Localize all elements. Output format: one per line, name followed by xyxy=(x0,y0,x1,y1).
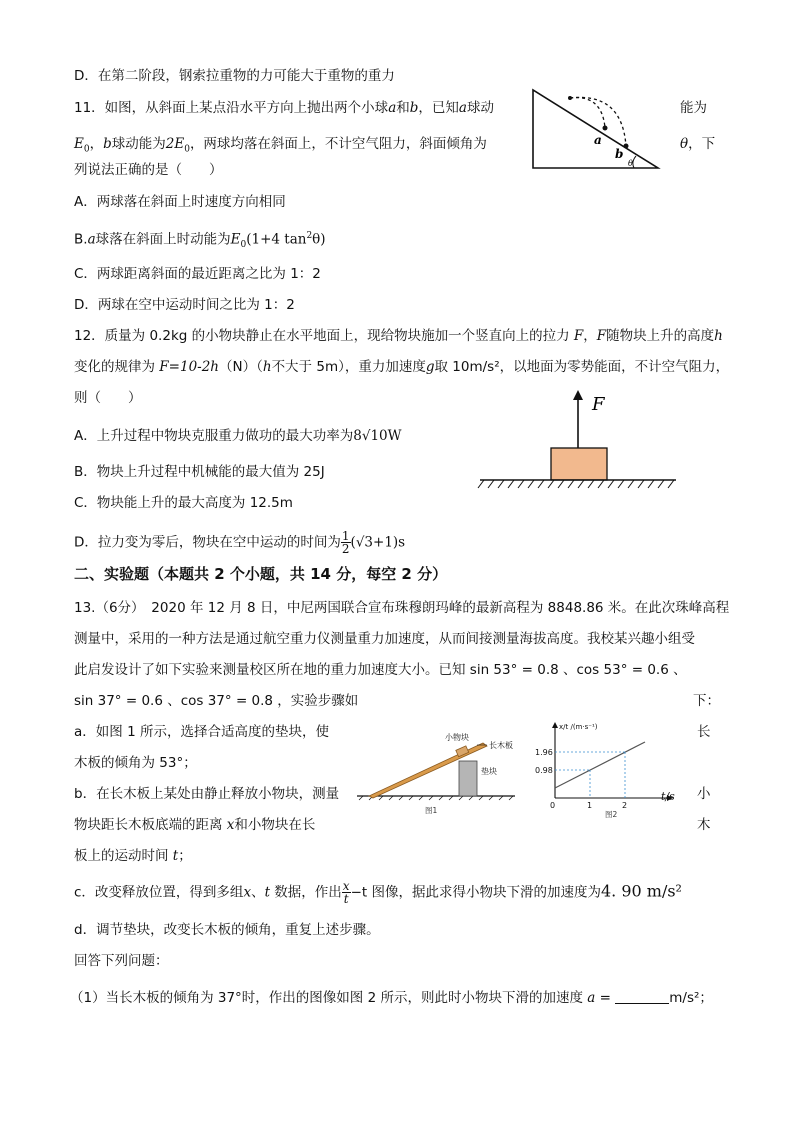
q13-step-a-right: 长 xyxy=(697,724,711,740)
q13-step-d: d．调节垫块，改变长木板的倾角，重复上述步骤。 xyxy=(74,922,380,938)
q13-step-b-line3: 板上的运动时间 t； xyxy=(74,848,192,864)
fig1-label-block: 小物块 xyxy=(445,733,469,742)
q11-line2-right: θ，下 xyxy=(680,136,716,152)
figure-2 xyxy=(535,718,685,819)
q13-line4-right: 下： xyxy=(693,693,720,709)
label-theta: θ xyxy=(628,159,633,168)
fig2-tick-196: 1.96 xyxy=(535,748,553,757)
ground-hatching xyxy=(478,480,674,488)
fig2-caption: 图2 xyxy=(605,810,618,819)
q13-line4: sin 37° = 0.6 、cos 37° = 0.8 ，实验步骤如 xyxy=(74,693,359,709)
q13-part1: （1）当长木板的倾角为 37°时，作出的图像如图 2 所示，则此时小物块下滑的加速度 a = m/s²； xyxy=(70,990,713,1006)
block xyxy=(551,448,607,480)
fig1-label-board: 长木板 xyxy=(489,741,513,750)
fig1-caption: 图1 xyxy=(425,806,438,815)
q13-ask: 回答下列问题： xyxy=(74,953,169,969)
q12-line1: 12．质量为 0.2kg 的小物块静止在水平地面上，现给物块施加一个竖直向上的拉力 F，F随物块上升的高度h xyxy=(74,328,723,344)
q11-line3: 列说法正确的是（ ） xyxy=(74,162,223,178)
ball-b xyxy=(624,144,629,149)
q12-fraction: $\frac{1}{2}$ xyxy=(341,529,350,556)
q13-step-b-right1: 小 xyxy=(697,786,711,802)
angle-arc xyxy=(633,156,636,168)
label-a: a xyxy=(594,133,602,147)
ball-a xyxy=(603,126,608,131)
launch-point xyxy=(568,96,572,100)
fig2-tick-098: 0.98 xyxy=(535,766,553,775)
q10-option-d: D．在第二阶段，钢索拉重物的力可能大于重物的重力 xyxy=(74,68,395,84)
q13-step-c: c．改变释放位置，得到多组x、t 数据，作出 $\frac{x}{t}$ −t 图像，据此求得小物块下滑的加速度为4. 90 m/s² xyxy=(74,879,682,906)
q11-option-b: B.a球落在斜面上时动能为$E_0(1+4$ $\tan^2\theta$) xyxy=(74,231,326,251)
q12-line2: 变化的规律为 F=10-2h（N）（h不大于 5m），重力加速度g取 10m/s²，以地面为零势能面，不计空气阻力， xyxy=(74,359,730,375)
q13-line3: 此启发设计了如下实验来测量校区所在地的重力加速度大小。已知 sin 53° = 0.8 、cos 53° = 0.6 、 xyxy=(74,662,687,678)
q11-line1: 11．如图，从斜面上某点沿水平方向上抛出两个小球a和b，已知a球动 xyxy=(74,100,494,116)
fig2-tick-0: 0 xyxy=(550,801,556,810)
q13-step-a-line1: a．如图 1 所示，选择合适高度的垫块，使 xyxy=(74,724,329,740)
section-2-title: 二、实验题（本题共 2 个小题，共 14 分，每空 2 分） xyxy=(74,565,448,583)
fig1-label-pad: 垫块 xyxy=(481,767,497,776)
q12-option-c: C．物块能上升的最大高度为 12.5m xyxy=(74,495,293,511)
q13-step-b-line2: 物块距长木板底端的距离 x和小物块在长 xyxy=(74,817,316,833)
figure-1 xyxy=(355,728,525,818)
fig2-tick-2: 2 xyxy=(622,801,628,810)
answer-blank[interactable] xyxy=(615,989,669,1004)
q13-line2: 测量中，采用的一种方法是通过航空重力仪测量重力加速度，从而间接测量海拔高度。我校某兴趣小组受 xyxy=(74,631,695,647)
label-b: b xyxy=(615,147,624,161)
force-arrowhead xyxy=(573,390,583,400)
fig2-xlabel: t/s xyxy=(661,790,675,803)
label-F: F xyxy=(592,394,605,415)
q13-step-b-right2: 木 xyxy=(697,817,711,833)
q13-step-b-line1: b．在长木板上某处由静止释放小物块，测量 xyxy=(74,786,340,802)
q13-fraction: $\frac{x}{t}$ xyxy=(342,879,350,906)
q11-option-d: D．两球在空中运动时间之比为 1：2 xyxy=(74,297,295,313)
q13-step-a-line2: 木板的倾角为 53°； xyxy=(74,755,197,771)
fig2-data-line xyxy=(555,742,645,788)
q12-option-d: D．拉力变为零后，物块在空中运动的时间为 $\frac{1}{2}$ (√3+1)s xyxy=(74,529,406,556)
q11-option-c: C．两球距离斜面的最近距离之比为 1：2 xyxy=(74,266,321,282)
q12-line3: 则（ ） xyxy=(74,390,142,406)
fig2-ylabel: x/t /(m·s⁻¹) xyxy=(559,723,598,731)
q11-option-a: A．两球落在斜面上时速度方向相同 xyxy=(74,194,286,210)
q12-option-b: B．物块上升过程中机械能的最大值为 25J xyxy=(74,464,325,480)
q11-line2: $E_0$，b球动能为$2E_0$，两球均落在斜面上，不计空气阻力，斜面倾角为 xyxy=(74,136,487,155)
q12-option-a: A．上升过程中物块克服重力做功的最大功率为8√10W xyxy=(74,428,402,444)
fig1-pad xyxy=(459,761,477,796)
fig2-tick-1: 1 xyxy=(587,801,593,810)
q11-line1-right: 能为 xyxy=(680,100,707,116)
block-force-figure xyxy=(478,388,678,496)
incline-triangle xyxy=(533,90,658,168)
q13-line1: 13.（6分） 2020 年 12 月 8 日，中尼两国联合宣布珠穆朗玛峰的最新高程为 8848.86 米。在此次珠峰高程 xyxy=(74,600,730,616)
incline-figure xyxy=(530,86,665,172)
